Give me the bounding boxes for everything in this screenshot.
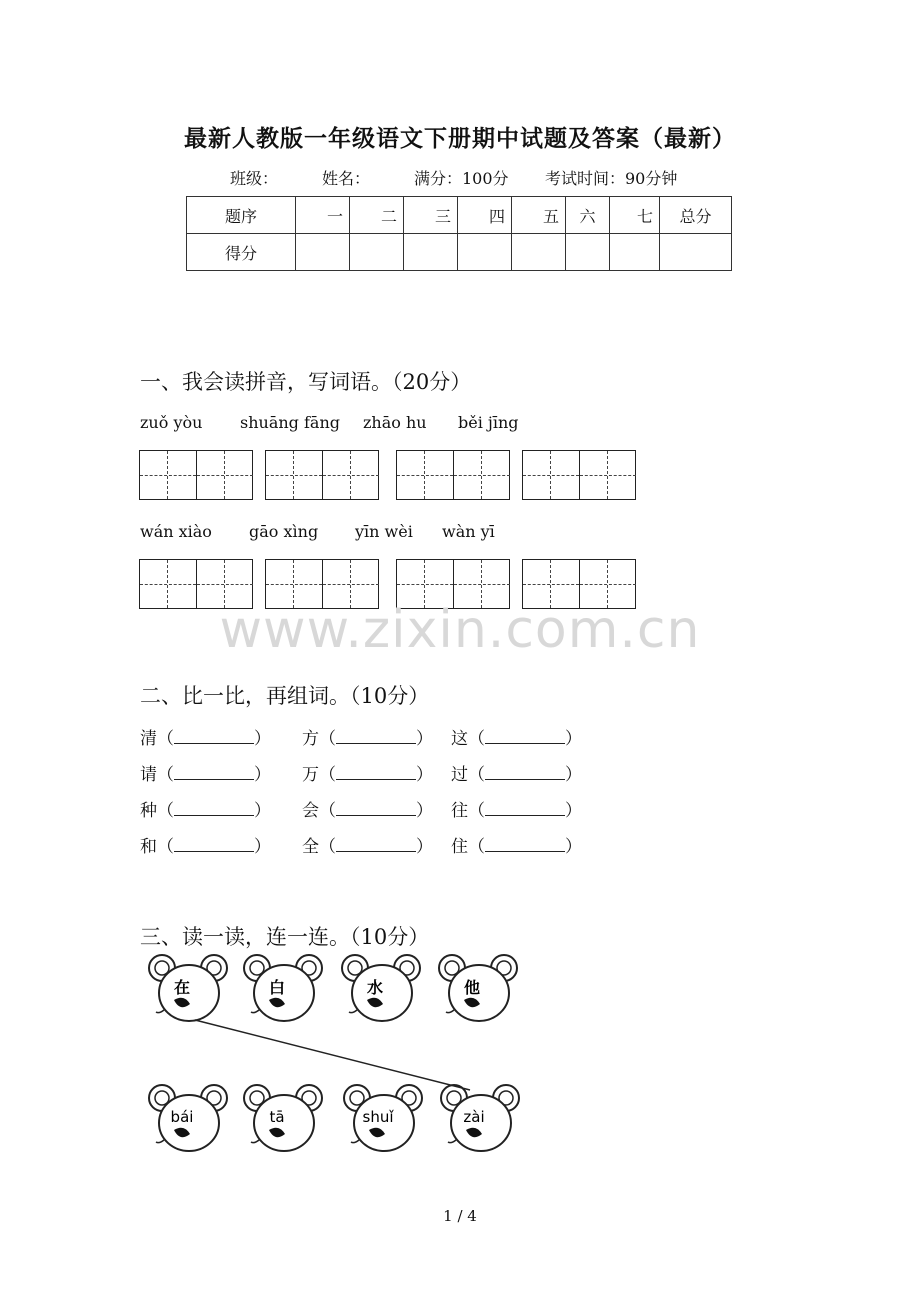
word-item: 住（ ） — [451, 837, 582, 857]
section3-title: 三、读一读，连一连。（10分） — [140, 925, 430, 949]
header-cell: 一 — [296, 197, 350, 234]
page-number: 1 / 4 — [443, 1207, 477, 1225]
mouse-card[interactable] — [244, 955, 322, 1021]
pinyin: yīn wèi — [355, 522, 413, 541]
mouse-label: 水 — [366, 978, 384, 997]
word-item: 万（ ） — [302, 765, 433, 785]
pinyin: zuǒ yòu — [140, 413, 203, 432]
mouse-label: shuǐ — [362, 1108, 394, 1126]
header-cell: 二 — [350, 197, 404, 234]
mouse-card[interactable] — [149, 1085, 227, 1151]
mouse-card[interactable] — [344, 1085, 422, 1151]
word-item: 过（ ） — [451, 765, 582, 785]
pinyin: shuāng fāng — [240, 413, 340, 432]
header-cell: 六 — [566, 197, 610, 234]
pinyin: zhāo hu — [363, 413, 427, 432]
mouse-label: bái — [170, 1108, 194, 1126]
page-title: 最新人教版一年级语文下册期中试题及答案（最新） — [184, 125, 736, 152]
pinyin: wàn yī — [442, 522, 495, 541]
connecting-line — [195, 1020, 470, 1090]
header-cell: 七 — [610, 197, 660, 234]
word-item: 往（ ） — [451, 801, 582, 821]
name-label: 姓名： — [322, 169, 371, 188]
mouse-label: tā — [269, 1108, 285, 1126]
word-item: 种（ ） — [140, 801, 271, 821]
watermark: www.zixin.com.cn — [219, 600, 701, 660]
word-item: 方（ ） — [302, 729, 433, 749]
mouse-card[interactable] — [441, 1085, 519, 1151]
class-label: 班级： — [230, 169, 279, 188]
section1-title: 一、我会读拼音，写词语。（20分） — [140, 370, 472, 394]
header-cell: 题序 — [187, 197, 296, 234]
word-item: 和（ ） — [140, 837, 271, 857]
pinyin: gāo xìng — [249, 522, 319, 541]
pinyin: běi jīng — [458, 413, 519, 432]
mouse-card[interactable] — [439, 955, 517, 1021]
mouse-label: 白 — [268, 978, 286, 997]
word-item: 会（ ） — [302, 801, 433, 821]
row-label: 得分 — [187, 234, 296, 271]
section2-title: 二、比一比，再组词。（10分） — [140, 684, 430, 708]
exam-time: 考试时间：90分钟 — [545, 169, 678, 188]
mouse-label: zài — [463, 1108, 485, 1126]
header-cell: 四 — [458, 197, 512, 234]
header-cell: 总分 — [660, 197, 732, 234]
word-item: 清（ ） — [140, 729, 271, 749]
word-item: 请（ ） — [140, 765, 271, 785]
word-item: 全（ ） — [302, 837, 433, 857]
pinyin: wán xiào — [140, 522, 212, 541]
mouse-card[interactable] — [342, 955, 420, 1021]
mouse-card[interactable] — [149, 955, 227, 1021]
mouse-card[interactable] — [244, 1085, 322, 1151]
mouse-label: 他 — [463, 978, 481, 997]
header-cell: 五 — [512, 197, 566, 234]
word-item: 这（ ） — [451, 729, 582, 749]
header-cell: 三 — [404, 197, 458, 234]
full-score: 满分：100分 — [414, 169, 509, 188]
mouse-label: 在 — [173, 978, 191, 997]
